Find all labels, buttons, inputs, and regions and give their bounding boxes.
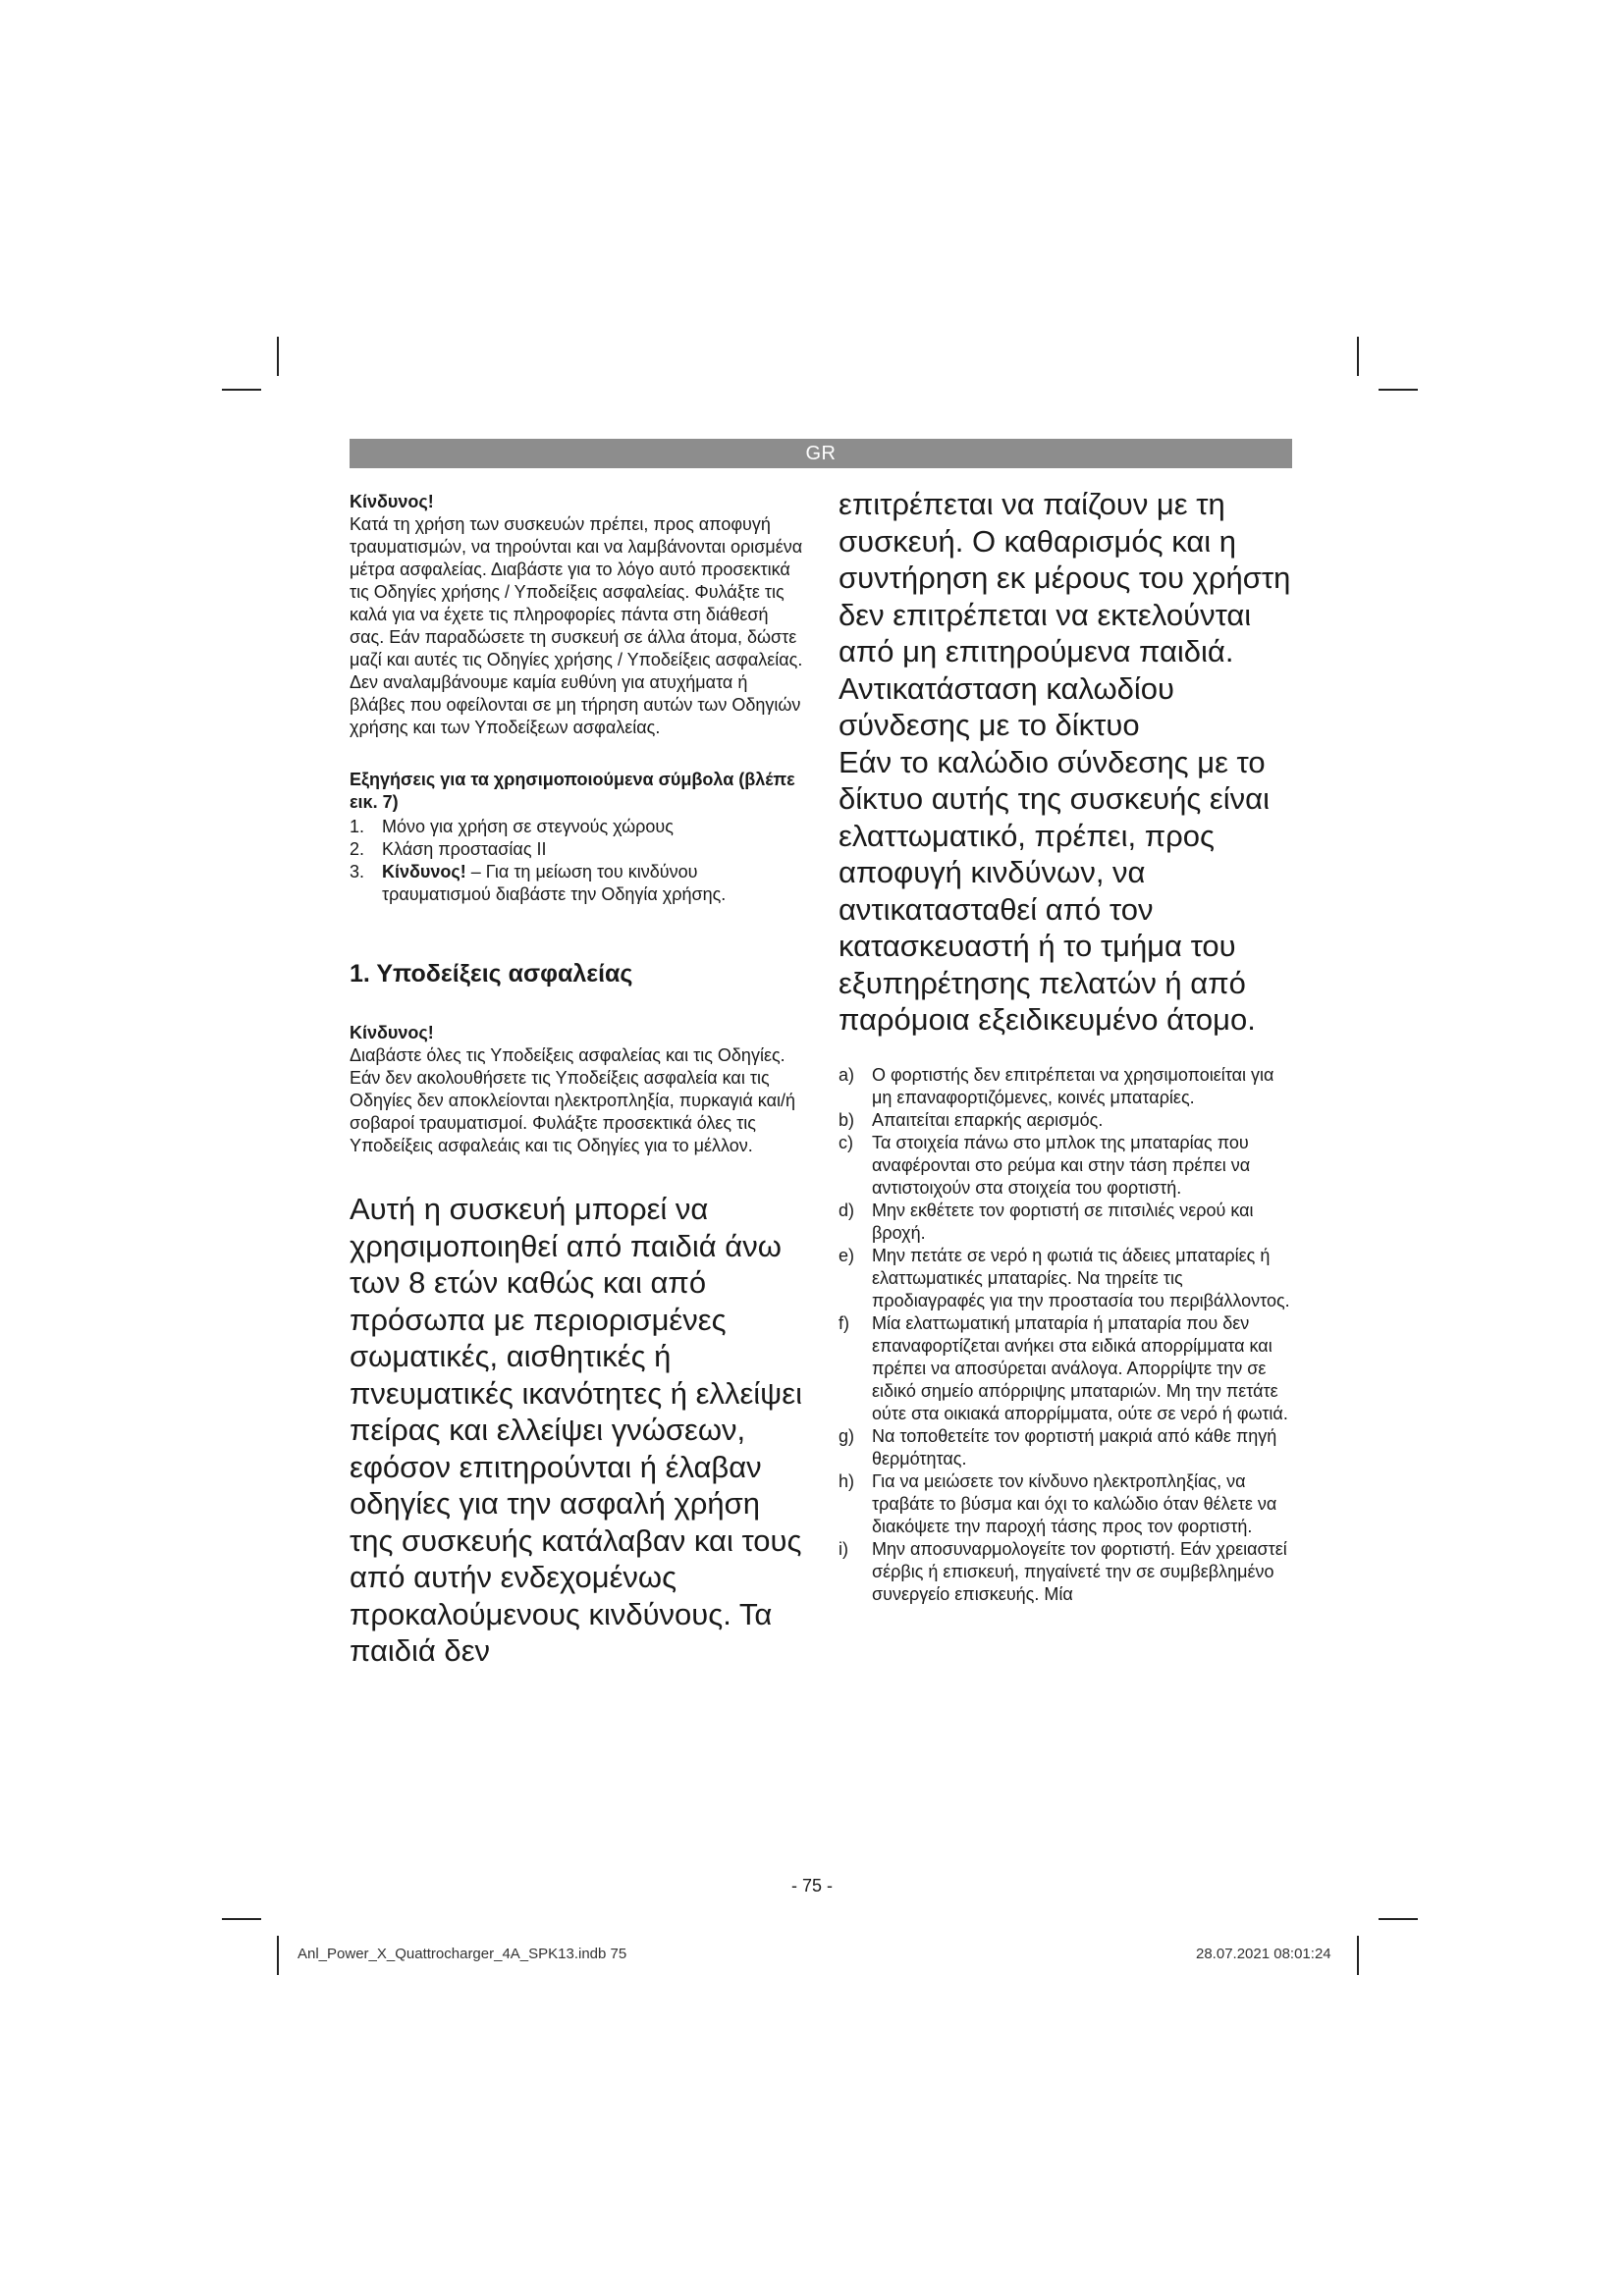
crop-mark	[222, 389, 261, 391]
list-item: g) Να τοποθετείτε τον φορτιστή μακριά από κάθε πηγή θερμότητας.	[839, 1425, 1277, 1468]
crop-mark	[277, 1936, 279, 1975]
list-item: f) Μία ελαττωματική μπαταρία ή μπαταρία που δεν επαναφορτίζεται ανήκει στα ειδικά απορρίμματα και πρέπει να αποσύρεται ανάλογα. Απορρίψτε την σε ειδικό σημείο απόρριψης μπαταριών. Μη την πετάτε ούτε στα οικιακά απορρίμματα, ούτε σε νερό ή φωτιά.	[839, 1312, 1288, 1423]
left-column	[350, 491, 806, 1670]
cable-replacement-text: Εάν το καλώδιο σύνδεσης με το δίκτυο αυτής της συσκευής είναι ελαττωματικό, πρέπει, προς αποφυγή κινδύνων, να αντικατασταθεί από τον κατασκευαστή ή το τμήμα του εξυπηρέτησης πελατών ή από παρόμοια εξειδικευμένο άτομο.	[839, 744, 1270, 1037]
list-item: h) Για να μειώσετε τον κίνδυνο ηλεκτροπληξίας, να τραβάτε το βύσμα και όχι το καλώδιο όταν θέλετε να διακόψετε την παροχή τάσης προς τον φορτιστή.	[839, 1470, 1277, 1536]
symbols-heading: Εξηγήσεις για τα χρησιμοποιούμενα σύμβολα (βλέπε εικ. 7)	[350, 770, 795, 812]
list-item: 2. Κλάση προστασίας II	[350, 839, 547, 859]
warning-heading-2: Κίνδυνος!	[350, 1023, 434, 1042]
list-item: e) Μην πετάτε σε νερό η φωτιά τις άδειες μπαταρίες ή ελαττωματικές μπαταρίες. Να τηρείτε τις προδιαγραφές για την προστασία του περιβάλλοντος.	[839, 1245, 1290, 1310]
warning-text: Κατά τη χρήση των συσκευών πρέπει, προς αποφυγή τραυματισμών, να τηρούνται και να λαμβάνονται ορισμένα μέτρα ασφαλείας. Διαβάστε για το λόγο αυτό προσεκτικά τις Οδηγίες χρήσης / Υποδείξεις ασφαλείας. Φυλάξτε τις καλά για να έχετε τις πληροφορίες πάντα στη διάθεσή σας. Εάν παραδώσετε τη συσκευή σε άλλα άτομα, δώστε μαζί και αυτές τις Οδηγίες χρήσης / Υποδείξεις ασφαλείας. Δεν αναλαμβάνουμε καμία ευθύνη για ατυχήματα ή βλάβες που οφείλονται σε μη τήρηση αυτών των Οδηγιών χρήσης και των Υποδείξεων ασφαλείας.	[350, 514, 803, 737]
page-number: - 75 -	[790, 1876, 833, 1896]
crop-mark	[222, 1918, 261, 1920]
section-title: 1. Υποδείξεις ασφαλείας	[350, 960, 633, 988]
list-item: b) Απαιτείται επαρκής αερισμός.	[839, 1109, 1104, 1130]
language-header-bar	[350, 439, 1292, 468]
list-item: d) Μην εκθέτετε τον φορτιστή σε πιτσιλιές νερού και βροχή.	[839, 1200, 1254, 1243]
crop-mark	[1379, 1918, 1418, 1920]
safety-list	[839, 1064, 1292, 1606]
file-info: Anl_Power_X_Quattrocharger_4A_SPK13.indb 75	[298, 1946, 627, 1962]
right-column	[839, 486, 1292, 1606]
list-item: c) Τα στοιχεία πάνω στο μπλοκ της μπαταρίας που αναφέρονται στο ρεύμα και στην τάση πρέπει να αντιστοιχούν στα στοιχεία του φορτιστή.	[839, 1132, 1251, 1198]
crop-mark	[277, 337, 279, 376]
list-item: a) Ο φορτιστής δεν επιτρέπεται να χρησιμοποιείται για μη επαναφορτιζόμενες, κοινές μπαταρίες.	[839, 1064, 1274, 1107]
crop-mark	[1357, 337, 1359, 376]
cable-replacement-heading: Αντικατάσταση καλωδίου σύνδεσης με το δίκτυο	[839, 670, 1174, 742]
symbols-list	[350, 816, 806, 906]
list-item: i) Μην αποσυναρμολογείτε τον φορτιστή. Εάν χρειαστεί σέρβις ή επισκευή, πηγαίνετέ την σε συμβεβλημένο συνεργείο επισκευής. Μία	[839, 1538, 1287, 1604]
crop-mark	[1357, 1936, 1359, 1975]
warning-text-2: Διαβάστε όλες τις Υποδείξεις ασφαλείας και τις Οδηγίες. Εάν δεν ακολουθήσετε τις Υποδείξεις ασφαλεία και τις Οδηγίες δεν αποκλείονται ηλεκτροπληξία, πυρκαγιά και/ή σοβαροί τραυματισμοί. Φυλάξτε προσεκτικά όλες τις Υποδείξεις ασφαλεάις και τις Οδηγίες για το μέλλον.	[350, 1045, 795, 1155]
language-code: GR	[805, 443, 837, 464]
crop-mark	[1379, 389, 1418, 391]
warning-heading: Κίνδυνος!	[350, 492, 434, 511]
list-item: 3. Κίνδυνος! – Για τη μείωση του κινδύνου τραυματισμού διαβάστε την Οδηγία χρήσης.	[350, 862, 727, 904]
print-timestamp: 28.07.2021 08:01:24	[1196, 1946, 1331, 1962]
children-safety-text: Αυτή η συσκευή μπορεί να χρησιμοποιηθεί από παιδιά άνω των 8 ετών καθώς και από πρόσωπα με περιορισμένες σωματικές, αισθητικές ή πνευματικές ικανότητες ή ελλείψει πείρας και ελλείψει γνώσεων, εφόσον επιτηρούνται ή έλαβαν οδηγίες για την ασφαλή χρήση της συσκευής κατάλαβαν και τους από αυτήν ενδεχομένως προκαλούμενους κινδύνους. Τα παιδιά δεν	[350, 1192, 802, 1668]
list-item: 1. Μόνο για χρήση σε στεγνούς χώρους	[350, 817, 674, 836]
children-safety-continued: επιτρέπεται να παίζουν με τη συσκευή. Ο καθαρισμός και η συντήρηση εκ μέρους του χρήστη δεν επιτρέπεται να εκτελούνται από μη επιτηρούμενα παιδιά.	[839, 487, 1291, 668]
